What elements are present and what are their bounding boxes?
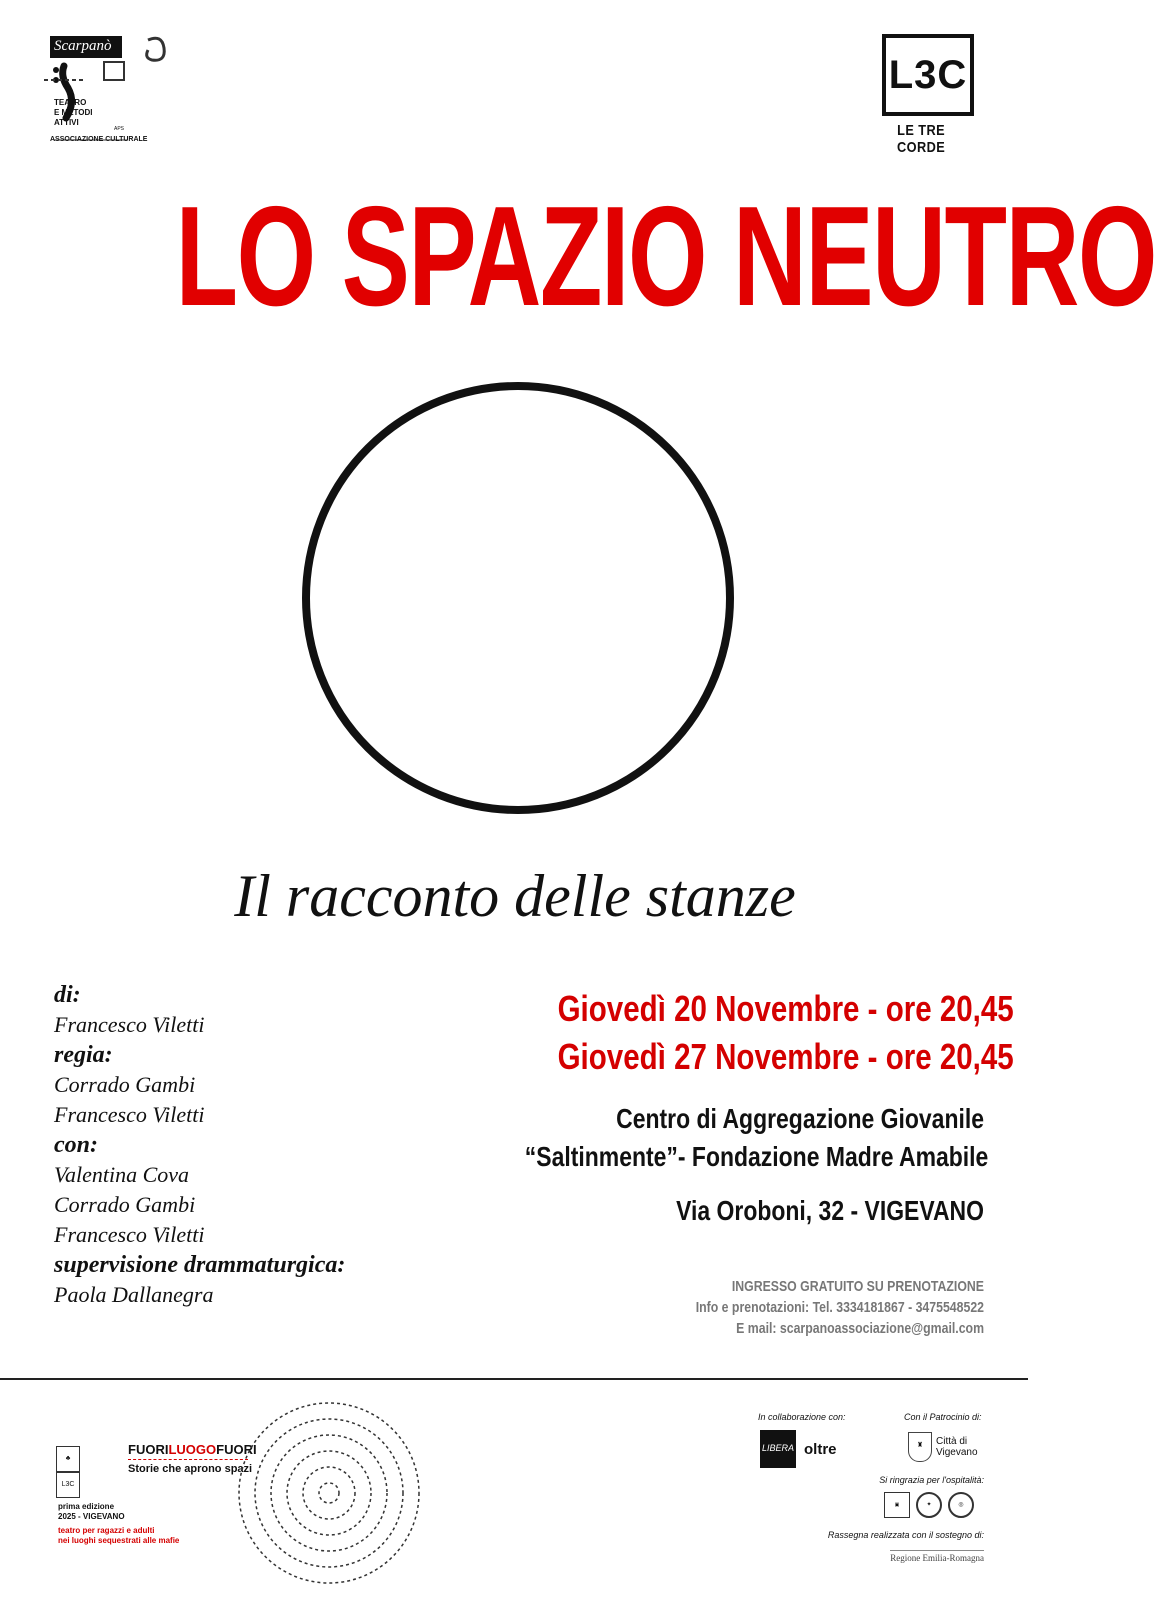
footer-divider — [0, 1378, 1028, 1380]
region-logo: Regione Emilia-Romagna — [890, 1550, 984, 1563]
credit-name: Francesco Viletti — [54, 1222, 205, 1247]
patronage-label: Con il Patrocinio di: — [904, 1412, 982, 1422]
credit-label: supervisione drammaturgica: — [54, 1252, 346, 1278]
l3c-caption: LE TRE CORDE — [897, 122, 946, 156]
seal-logo-icon: ✦ — [916, 1492, 942, 1518]
credit-name: Corrado Gambi — [54, 1072, 196, 1097]
edition-info: prima edizione 2025 - VIGEVANO teatro per ragazzi e adulti nei luoghi sequestrati alle mafie — [58, 1502, 180, 1545]
scarpano-mini-icon: ♣ — [56, 1446, 80, 1472]
credit-name: Francesco Viletti — [54, 1012, 205, 1037]
venue — [424, 1100, 989, 1176]
hospitality-logos — [884, 1492, 980, 1518]
concentric-rings-icon — [236, 1400, 422, 1586]
credit-name: Paola Dallanegra — [54, 1282, 214, 1307]
booking-info — [424, 1276, 984, 1339]
event-date: Giovedì 20 Novembre - ore 20,45 — [557, 988, 1014, 1029]
l3c-logo — [882, 34, 980, 156]
email-info[interactable]: E mail: scarpanoassociazione@gmail.com — [736, 1320, 984, 1337]
credit-label: di: — [54, 982, 81, 1008]
city-crest-icon: ♜ — [908, 1432, 932, 1462]
collab-label: In collaborazione con: — [758, 1412, 846, 1422]
l3c-mark: L3C — [882, 34, 974, 116]
phone-info: Info e prenotazioni: Tel. 3334181867 - 3475548522 — [695, 1299, 984, 1316]
venue-name: Centro di Aggregazione Giovanile — [616, 1103, 984, 1134]
foundation-logo-icon: ▣ — [884, 1492, 910, 1518]
credit-label: con: — [54, 1132, 98, 1158]
support-label: Rassegna realizzata con il sostegno di: — [827, 1530, 984, 1540]
credit-label: regia: — [54, 1042, 113, 1068]
footer-mini-logos — [56, 1446, 112, 1488]
event-dates — [464, 985, 1014, 1081]
credit-name: Corrado Gambi — [54, 1192, 196, 1217]
venue-address-block — [424, 1192, 984, 1230]
venue-name-2: “Saltinmente”- Fondazione Madre Amabile — [524, 1141, 989, 1172]
libera-logo: LIBERA — [760, 1430, 796, 1468]
scarpano-logo — [44, 30, 174, 154]
scarpano-aps: APS — [114, 126, 125, 132]
thanks-label: Si ringrazia per l'ospitalità: — [879, 1475, 984, 1485]
collab-logos — [760, 1430, 837, 1468]
credits — [54, 980, 374, 1310]
scarpano-subtext: TEATRO E METODI ATTIVI — [54, 98, 93, 127]
venue-address: Via Oroboni, 32 - VIGEVANO — [676, 1195, 984, 1226]
scarpano-name: Scarpanò — [54, 38, 112, 54]
credit-name: Valentina Cova — [54, 1162, 190, 1187]
poster-title: LO SPAZIO NEUTRO — [175, 177, 1156, 336]
free-entry-note: INGRESSO GRATUITO SU PRENOTAZIONE — [731, 1278, 984, 1295]
scarpano-caption: ASSOCIAZIONE CULTURALE — [50, 136, 148, 143]
series-subtitle: Storie che aprono spazi — [128, 1463, 253, 1475]
l3c-mini-icon: L3C — [56, 1472, 80, 1498]
poster-subtitle: Il racconto delle stanze — [234, 863, 796, 929]
event-date: Giovedì 27 Novembre - ore 20,45 — [557, 1036, 1014, 1077]
vigevano-logo: ♜ Città di Vigevano — [908, 1432, 978, 1462]
neutral-space-circle — [300, 380, 736, 816]
credit-name: Francesco Viletti — [54, 1102, 205, 1127]
series-title: FUORILUOGOFUORI — [128, 1442, 257, 1457]
ring-logo-icon: ◎ — [948, 1492, 974, 1518]
oltre-logo: oltre — [804, 1440, 837, 1458]
